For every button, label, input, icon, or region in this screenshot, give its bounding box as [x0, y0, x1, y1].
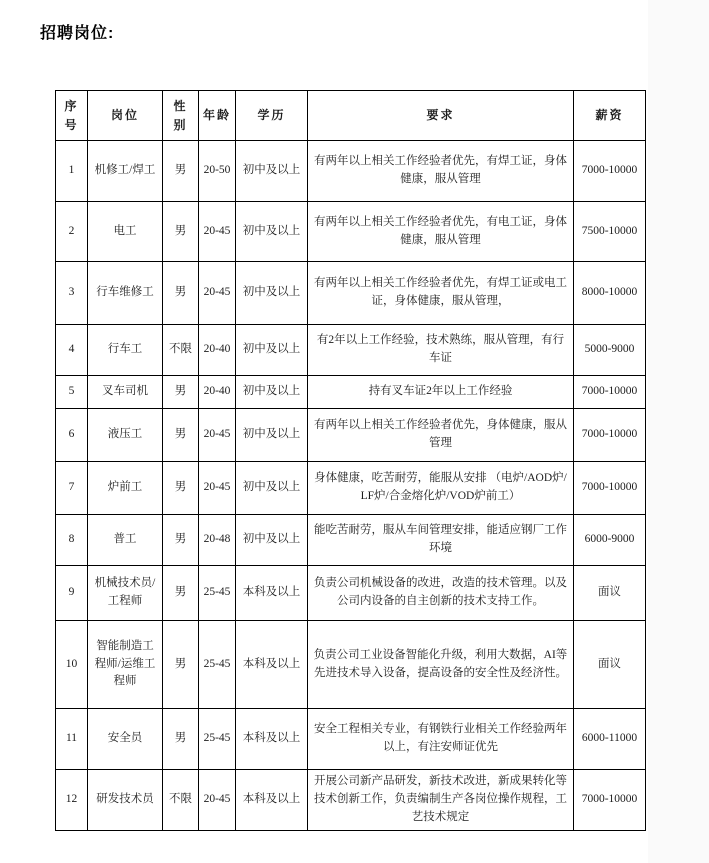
cell-gender: 男: [163, 621, 199, 709]
cell-position: 液压工: [88, 409, 163, 462]
cell-requirements: 有两年以上相关工作经验者优先，有焊工证，身体健康，服从管理: [308, 141, 574, 202]
column-header-age: 年龄: [199, 91, 236, 141]
cell-position: 行车维修工: [88, 262, 163, 325]
column-header-gender: 性别: [163, 91, 199, 141]
cell-salary: 7000-10000: [574, 376, 646, 409]
cell-salary: 6000-11000: [574, 709, 646, 770]
cell-salary: 7000-10000: [574, 409, 646, 462]
recruitment-table: [55, 90, 646, 831]
cell-age: 20-45: [199, 262, 236, 325]
cell-gender: 不限: [163, 770, 199, 831]
cell-requirements: 身体健康，吃苦耐劳，能服从安排 （电炉/AOD炉/LF炉/合金熔化炉/VOD炉前工）: [308, 462, 574, 515]
cell-education: 初中及以上: [236, 409, 308, 462]
table-row: [56, 376, 646, 409]
cell-age: 20-40: [199, 325, 236, 376]
cell-salary: 7000-10000: [574, 770, 646, 831]
cell-age: 25-45: [199, 566, 236, 621]
cell-age: 20-48: [199, 515, 236, 566]
column-header-no: 序号: [56, 91, 88, 141]
cell-gender: 男: [163, 462, 199, 515]
table-row: [56, 709, 646, 770]
cell-no: 3: [56, 262, 88, 325]
cell-age: 20-50: [199, 141, 236, 202]
cell-salary: 7000-10000: [574, 462, 646, 515]
cell-gender: 男: [163, 141, 199, 202]
cell-position: 机修工/焊工: [88, 141, 163, 202]
cell-position: 机械技术员/工程师: [88, 566, 163, 621]
cell-requirements: 能吃苦耐劳，服从车间管理安排，能适应钢厂工作环境: [308, 515, 574, 566]
cell-no: 10: [56, 621, 88, 709]
cell-education: 本科及以上: [236, 709, 308, 770]
cell-no: 11: [56, 709, 88, 770]
cell-requirements: 有2年以上工作经验，技术熟练，服从管理，有行车证: [308, 325, 574, 376]
cell-no: 6: [56, 409, 88, 462]
cell-salary: 面议: [574, 566, 646, 621]
cell-gender: 男: [163, 709, 199, 770]
cell-no: 1: [56, 141, 88, 202]
cell-no: 5: [56, 376, 88, 409]
table-row: [56, 262, 646, 325]
header-row: [56, 91, 646, 141]
cell-no: 12: [56, 770, 88, 831]
cell-gender: 男: [163, 409, 199, 462]
cell-no: 7: [56, 462, 88, 515]
column-header-position: 岗位: [88, 91, 163, 141]
cell-position: 电工: [88, 202, 163, 262]
cell-requirements: 有两年以上相关工作经验者优先，身体健康，服从管理: [308, 409, 574, 462]
cell-age: 25-45: [199, 621, 236, 709]
cell-requirements: 有两年以上相关工作经验者优先，有电工证，身体健康，服从管理: [308, 202, 574, 262]
cell-salary: 8000-10000: [574, 262, 646, 325]
table-row: [56, 141, 646, 202]
cell-position: 普工: [88, 515, 163, 566]
cell-salary: 5000-9000: [574, 325, 646, 376]
column-header-requirements: 要求: [308, 91, 574, 141]
table-row: [56, 515, 646, 566]
table-row: [56, 621, 646, 709]
table-row: [56, 770, 646, 831]
cell-gender: 男: [163, 515, 199, 566]
table-row: [56, 409, 646, 462]
table-body: [56, 141, 646, 831]
table-header: [56, 91, 646, 141]
cell-age: 20-45: [199, 462, 236, 515]
table-row: [56, 462, 646, 515]
cell-requirements: 开展公司新产品研发，新技术改进，新成果转化等技术创新工作，负责编制生产各岗位操作规程，工艺技术规定: [308, 770, 574, 831]
cell-education: 本科及以上: [236, 621, 308, 709]
cell-requirements: 持有叉车证2年以上工作经验: [308, 376, 574, 409]
cell-education: 初中及以上: [236, 462, 308, 515]
cell-requirements: 安全工程相关专业，有钢铁行业相关工作经验两年以上，有注安师证优先: [308, 709, 574, 770]
cell-education: 初中及以上: [236, 376, 308, 409]
column-header-education: 学历: [236, 91, 308, 141]
table-row: [56, 325, 646, 376]
cell-age: 20-45: [199, 770, 236, 831]
cell-education: 初中及以上: [236, 325, 308, 376]
cell-position: 叉车司机: [88, 376, 163, 409]
cell-education: 初中及以上: [236, 515, 308, 566]
cell-education: 本科及以上: [236, 566, 308, 621]
cell-no: 9: [56, 566, 88, 621]
cell-education: 初中及以上: [236, 262, 308, 325]
table-row: [56, 202, 646, 262]
cell-position: 安全员: [88, 709, 163, 770]
page-title: 招聘岗位:: [40, 25, 115, 42]
cell-position: 智能制造工程师/运维工程师: [88, 621, 163, 709]
cell-education: 本科及以上: [236, 770, 308, 831]
cell-age: 25-45: [199, 709, 236, 770]
cell-requirements: 有两年以上相关工作经验者优先，有焊工证或电工证，身体健康，服从管理，: [308, 262, 574, 325]
cell-education: 初中及以上: [236, 202, 308, 262]
cell-salary: 6000-9000: [574, 515, 646, 566]
cell-salary: 面议: [574, 621, 646, 709]
cell-gender: 男: [163, 262, 199, 325]
cell-salary: 7000-10000: [574, 141, 646, 202]
cell-age: 20-40: [199, 376, 236, 409]
cell-no: 2: [56, 202, 88, 262]
cell-age: 20-45: [199, 202, 236, 262]
cell-position: 炉前工: [88, 462, 163, 515]
cell-requirements: 负责公司机械设备的改进，改造的技术管理。以及公司内设备的自主创新的技术支持工作。: [308, 566, 574, 621]
cell-gender: 男: [163, 376, 199, 409]
cell-salary: 7500-10000: [574, 202, 646, 262]
cell-gender: 男: [163, 566, 199, 621]
cell-gender: 男: [163, 202, 199, 262]
cell-requirements: 负责公司工业设备智能化升级，利用大数据，AI等先进技术导入设备，提高设备的安全性及经济性。: [308, 621, 574, 709]
cell-no: 4: [56, 325, 88, 376]
cell-position: 研发技术员: [88, 770, 163, 831]
page-right-margin: [648, 0, 709, 863]
cell-position: 行车工: [88, 325, 163, 376]
cell-gender: 不限: [163, 325, 199, 376]
cell-age: 20-45: [199, 409, 236, 462]
column-header-salary: 薪资: [574, 91, 646, 141]
table-row: [56, 566, 646, 621]
cell-no: 8: [56, 515, 88, 566]
cell-education: 初中及以上: [236, 141, 308, 202]
